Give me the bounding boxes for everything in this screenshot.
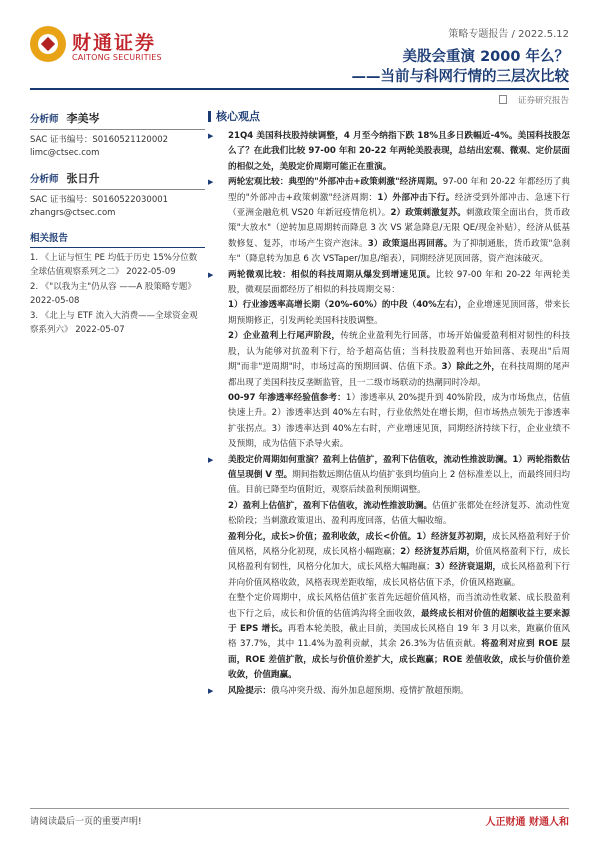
section-title-text: 核心观点	[216, 110, 260, 123]
bold-text: 3）除此之外，	[441, 362, 501, 373]
header-divider	[30, 88, 569, 90]
body-text: 经济受到外部冲击、急速下行（亚洲金融危机 VS20 年新冠疫情危机）。	[228, 192, 570, 219]
bold-text: 00-97 年渗透率经验值参考：	[228, 392, 346, 403]
body-text: 传统企业盈利先行回落，市场开始偏爱盈利相对韧性的科技股，认为能够对抗盈利下行，给予超高估值；当科技股盈利也开始回落、表现出"后周期"而非"逆周期"时，市场过高的预期回调、估值下杀。	[228, 331, 570, 373]
body-text: 俄乌冲突升级、海外加息超预期、疫情扩散超预期。	[270, 685, 469, 696]
company-slogan: 人正财通 财通人和	[485, 817, 569, 828]
bold-text: 将盈利对应到 ROE 层面，ROE 差值扩散，成长与价值价差扩大，成长跑赢；ROE 差值收敛，成长与价值价差收敛，价值跑赢。	[228, 639, 570, 681]
paragraph-style	[208, 591, 570, 683]
analyst-email[interactable]: limc@ctsec.com	[30, 148, 100, 158]
related-report-item[interactable]: 3. 《北上与 ETF 流入大消费——全球资金观察系列六》 2022-05-07	[30, 311, 198, 335]
bold-text: 最终成长相对价值的超额收益主要来源于 EPS 增长。	[228, 608, 570, 634]
paragraph-risk	[208, 684, 570, 699]
report-subtitle: ——当前与科网行情的三层次比较	[351, 69, 569, 85]
logo-chinese-name: 财通证券	[72, 32, 157, 54]
page-footer	[0, 800, 595, 841]
body-text: 期间指数远期估值从均值扩张到均值向上 2 倍标准差以上，而最终回归均值。目前已降至均值附近，观察后续盈利预期调整。	[228, 469, 570, 496]
bold-text: 两轮微观比较：相似的科技周期从爆发到增速见顶。	[228, 269, 436, 280]
analyst-card	[30, 170, 205, 220]
bold-text: 风险提示：	[228, 685, 271, 696]
body-text: 企业增速见顶回落，带来长期预期修正，引发两轮美国科技股调整。	[228, 300, 570, 326]
bold-text: 21Q4 美国科技股持续调整，4 月至今纳指下跌 18%且多日跌幅近-4%。美国科技股怎么了？在此我们比较 97-00 年和 20-22 年两轮美股表现，总结出宏观、微观、定价层面的相似之处，美股定价周期可能正在重演。	[228, 131, 570, 172]
body-text: 为了抑制通胀，货币政策"急刹车"（降息转为加息 6 次 VSTaper/加息/缩表），同期经济见顶回落，资产泡沫破灭。	[228, 238, 570, 265]
body-text: 1）渗透率从 20%提升到 40%阶段，成为市场焦点，估值快速上升。2）渗透率达到 40%左右时，行业依然处在增长期，但市场热点领先于渗透率扩张拐点。3）渗透率达到 40%左右时，产业增速见顶，同期经济持续下行，企业业绩不及预期，成为估值下杀导火索。	[228, 392, 570, 450]
body-text: 价值风格盈利下行，成长风格盈利有韧性，风格分化加大，成长风格大幅跑赢；	[228, 546, 570, 573]
body-text: 在科技周期的尾声都出现了美国科技反垄断监管，且一二级市场联动的热潮同时冷却。	[228, 362, 570, 388]
bold-text: 1）行业渗透率高增长期（20%-60%）的中段（40%左右），	[228, 300, 467, 311]
disclaimer-note: 请阅读最后一页的重要声明!	[30, 817, 142, 827]
body-text: 成长风格盈利好于价值风格，风格分化初现，成长风格小幅跑赢；	[228, 531, 570, 557]
department-label: 证券研究报告	[517, 96, 569, 106]
bold-text: 2）政策刺激复苏。	[390, 208, 466, 219]
paragraph-penetration	[208, 391, 570, 453]
report-header	[0, 0, 595, 110]
body-text: 估值扩张都处在经济复苏、流动性宽松阶段；当刺激政策退出、盈利再度回落，估值大幅收缩。	[228, 500, 570, 527]
logo-english-name: CAITONG SECURITIES	[72, 53, 162, 62]
body-text: 再看本轮美股，截止目前，美国成长风格自 19 年 3 月以来，跑赢价值风格 37.7%，其中 11.4%为盈利贡献，其余 26.3%为估值贡献。	[228, 624, 570, 650]
divider	[30, 189, 205, 190]
analyst-card	[30, 110, 205, 160]
paragraph-pricing-cycle	[208, 453, 570, 592]
related-report-item[interactable]: 2. 《"以我为主"仍从容 ——A 股策略专题》 2022-05-08	[30, 282, 196, 306]
document-icon	[499, 95, 507, 104]
body-text: 比较 97-00 年和 20-22 年两轮美股，微观层面都经历了相似的科技周期交易：	[228, 269, 570, 296]
logo-emblem-icon	[30, 26, 66, 62]
report-type-date: 策略专题报告 / 2022.5.12	[448, 29, 569, 40]
analyst-cert: SAC 证书编号：S0160522030001	[30, 195, 169, 205]
bold-text: 美股定价周期如何重演？盈利上估值扩，盈利下估值收，流动性推波助澜。1）两轮指数估值呈现倒 V 型。	[228, 454, 570, 480]
related-reports-title: 相关报告	[30, 230, 205, 248]
footer-divider	[30, 808, 569, 809]
core-views	[208, 108, 570, 699]
analyst-email[interactable]: zhangrs@ctsec.com	[30, 208, 116, 218]
related-report-item[interactable]: 1. 《上证与恒生 PE 均低于历史 15%分位数 全球估值观察系列之二》 2022-05-09	[30, 253, 198, 277]
body-text: 刺激政策全面出台，货币政策"大放水"（逆转加息周期转而降息 3 次 VS 紧急降息/无限 QE/现金补贴），经济从低基数修复、复苏，市场产生资产泡沫。	[228, 208, 571, 249]
bold-text: 2）盈利上估值扩，盈利下估值收，流动性推波助澜。	[228, 500, 433, 511]
bold-text: 两轮宏观比较：典型的"外部冲击+政策刺激"经济周期。	[228, 177, 443, 188]
paragraph-micro	[208, 268, 570, 391]
bold-text: 3）经济衰退期，	[434, 562, 502, 573]
company-logo	[30, 26, 175, 66]
report-title: 美股会重演 2000 年么？	[402, 49, 569, 65]
analyst-role: 分析师	[30, 114, 59, 125]
analyst-name: 李美岑	[66, 112, 100, 125]
divider	[30, 129, 205, 130]
body-text: 成长风格盈利下行并向价值风格收敛，风格表现差距收缩，成长风格估值下杀，价值风格跑赢。	[228, 562, 570, 588]
body-text: 在整个定价周期中，成长风格估值扩张首先远超价值风格，而当流动性收紧、成长股盈利也下行之后，成长和价值的估值鸿沟将全面收敛，	[228, 593, 570, 619]
paragraph-macro	[208, 175, 570, 267]
paragraph-summary	[208, 129, 570, 175]
bold-text: 1）外部冲击下行。	[377, 192, 455, 203]
section-bar-icon	[208, 111, 211, 122]
sidebar	[30, 110, 205, 339]
analyst-role: 分析师	[30, 174, 59, 185]
body-text: 97-00 年和 20-22 年都经历了典型的"外部冲击+政策刺激"经济周期：	[228, 177, 570, 203]
bold-text: 2）企业盈利上行尾声阶段，	[228, 331, 341, 342]
bold-text: 3）政策退出再回落。	[367, 238, 453, 249]
bold-text: 2）经济复苏后期，	[400, 546, 476, 557]
analyst-name: 张日升	[66, 172, 100, 185]
section-heading	[208, 108, 570, 124]
bold-text: 盈利分化，成长>价值；盈利收敛，成长<价值。1）经济复苏初期，	[228, 531, 492, 542]
analyst-cert: SAC 证书编号：S0160521120002	[30, 135, 169, 145]
